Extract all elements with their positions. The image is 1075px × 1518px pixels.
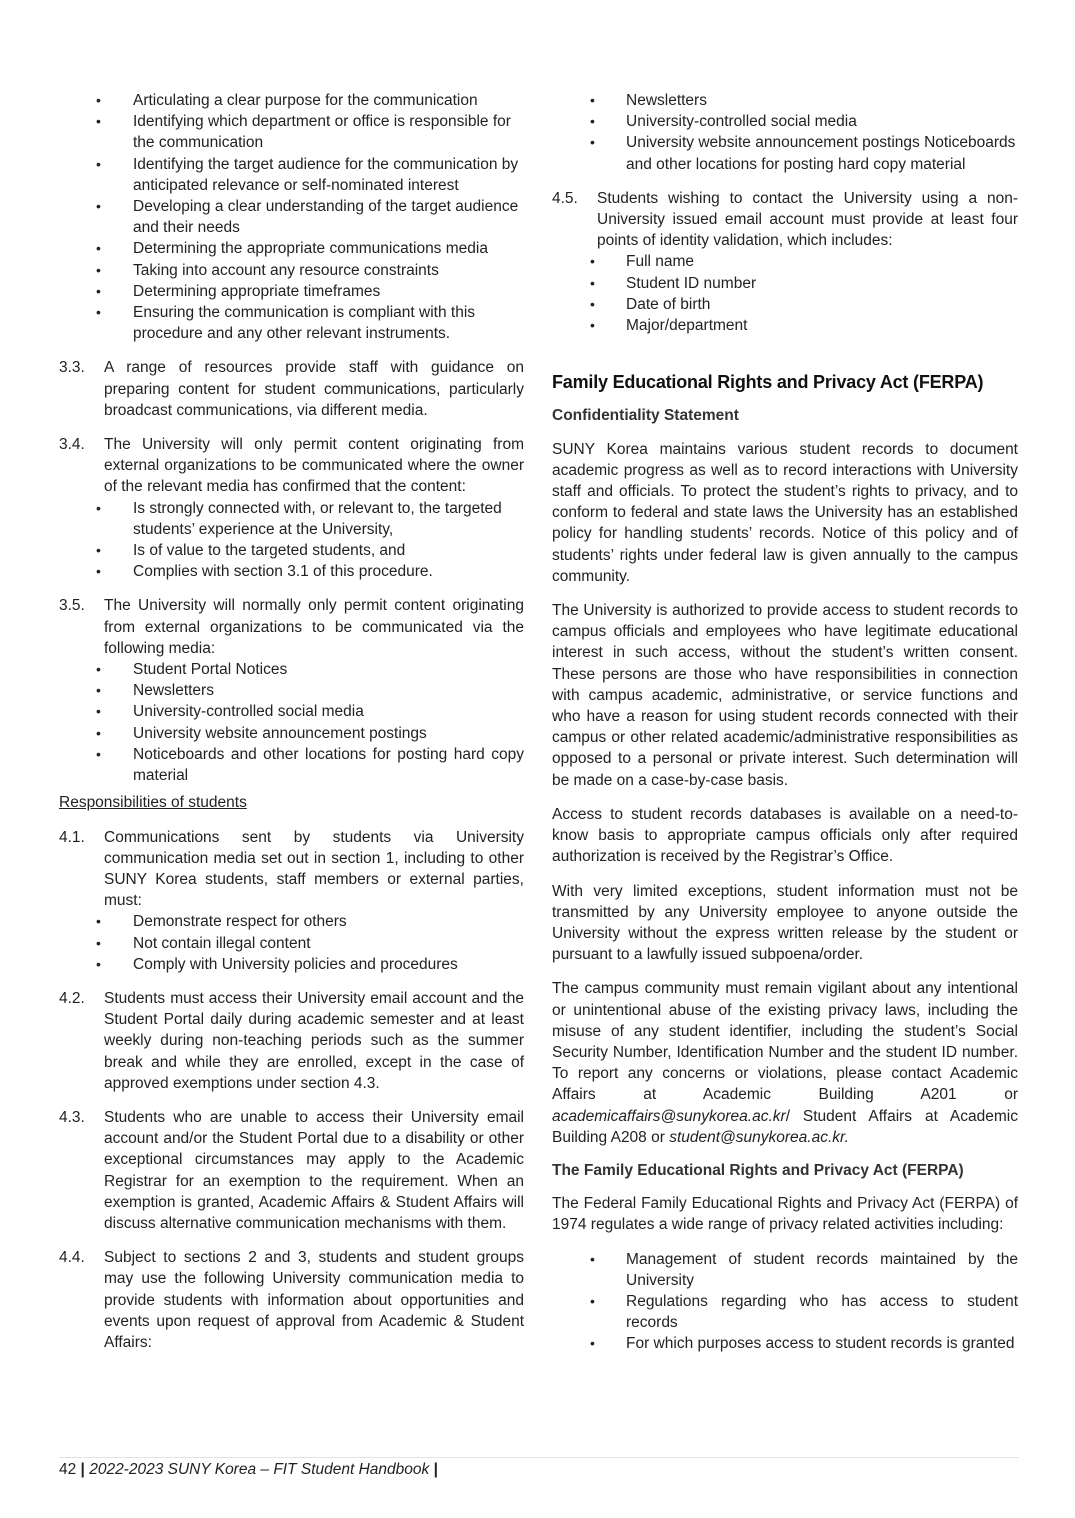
list-item: • Major/department <box>552 315 1018 336</box>
list-item: • Determining appropriate timeframes <box>59 281 524 302</box>
list-item: • Determining the appropriate communications media <box>59 238 524 259</box>
responsibilities-heading: Responsibilities of students <box>59 794 247 812</box>
paragraph: SUNY Korea maintains various student records to document academic progress as well as to record interactions with University staff and officials. To protect the student’s rights to privacy, and to conform to federal and state laws the University has an established policy for handling students’ records. Notice of this policy and of students’ rights under federal law is given annually to the campus community. <box>552 440 1018 585</box>
section-3-4 <box>59 434 524 498</box>
right-column <box>552 90 1018 1355</box>
list-item: • Date of birth <box>552 294 1018 315</box>
list-item: • Student ID number <box>552 273 1018 294</box>
section-number: 3.4. <box>59 436 85 454</box>
paragraph: Access to student records databases is available on a need-to-know basis to appropriate campus officials only after required authorization is received by the Registrar’s Office. <box>552 805 1018 866</box>
list-item: • Identifying the target audience for the communication by anticipated relevance or self-nominated interest <box>59 154 524 196</box>
list-item: • University-controlled social media <box>552 111 1018 132</box>
section-text: The University will normally only permit content originating from external organizations to be communicated via the following media: <box>104 597 524 657</box>
list-item: • Newsletters <box>552 90 1018 111</box>
section-3-5-bullets <box>59 659 524 786</box>
section-number: 4.3. <box>59 1108 85 1126</box>
footer-divider <box>59 1457 1019 1458</box>
section-text: A range of resources provide staff with guidance on preparing content for student communications, particularly broadcast communications, via different media. <box>104 359 524 419</box>
section-number: 4.5. <box>552 189 578 207</box>
section-text: Students who are unable to access their University email account and/or the Student Portal due to a disability or other exceptional circumstances may apply to the Academic Registrar for an exemption to the requirement. When an exemption is granted, Academic Affairs & Student Affairs will discuss alternative communication mechanisms with them. <box>104 1108 524 1232</box>
paragraph: The Federal Family Educational Rights and Privacy Act (FERPA) of 1974 regulates a wide range of privacy related activities including: <box>552 1195 1018 1234</box>
list-item: • Student Portal Notices <box>59 659 524 680</box>
section-3-5 <box>59 595 524 659</box>
continued-bullet-list <box>552 90 1018 175</box>
intro-bullet-list <box>59 90 524 344</box>
ferpa-section-heading: Family Educational Rights and Privacy Act (FERPA) <box>552 372 984 393</box>
list-item: • Regulations regarding who has access to student records <box>552 1291 1018 1333</box>
section-number: 4.1. <box>59 828 85 846</box>
list-item: • Newsletters <box>59 680 524 701</box>
paragraph-text: / Student Affairs at Academic Building A208 or <box>552 1107 1018 1146</box>
footer-separator: | <box>76 1461 90 1478</box>
list-item: • For which purposes access to student records is granted <box>552 1333 1018 1354</box>
ferpa-subheading: The Family Educational Rights and Privacy Act (FERPA) <box>552 1161 964 1179</box>
section-text: The University will only permit content originating from external organizations to be communicated where the owner of the relevant media has confirmed that the content: <box>104 436 524 496</box>
list-item: • Taking into account any resource constraints <box>59 260 524 281</box>
list-item: • University website announcement postings Noticeboards and other locations for posting hard copy material <box>552 132 1018 174</box>
list-item: • Ensuring the communication is compliant with this procedure and any other relevant instruments. <box>59 302 524 344</box>
list-item: • Demonstrate respect for others <box>59 911 524 932</box>
section-number: 3.3. <box>59 359 85 377</box>
list-item: • Management of student records maintained by the University <box>552 1249 1018 1291</box>
list-item: • Identifying which department or office is responsible for the communication <box>59 111 524 153</box>
list-item: • Not contain illegal content <box>59 933 524 954</box>
list-item: • Is of value to the targeted students, and <box>59 540 524 561</box>
paragraph: The University is authorized to provide access to student records to campus officials and employees who have legitimate educational interest in such access, without the student’s written consent. These persons are those who have responsibilities in connection with campus academic, administrative, or service functions and who have a reason for using student records connected with their campus or other related academic/administrative responsibilities as opposed to a personal or private interest. Such determination will be made on a case-by-case basis. <box>552 602 1018 789</box>
academic-affairs-email[interactable]: academicaffairs@sunykorea.ac.kr <box>552 1107 786 1125</box>
student-affairs-email[interactable]: student@sunykorea.ac.kr <box>669 1128 845 1146</box>
handbook-title: 2022-2023 SUNY Korea – FIT Student Handbook <box>89 1461 430 1478</box>
paragraph-contact <box>552 978 1018 1148</box>
ferpa-activities-bullets <box>552 1249 1018 1355</box>
section-text: Subject to sections 2 and 3, students and student groups may use the following University communication media to provide students with information about opportunities and events upon request of approval from Academic & Student Affairs: <box>104 1249 524 1351</box>
section-4-1-bullets <box>59 911 524 975</box>
section-text: Students must access their University email account and the Student Portal daily during academic semester and at least weekly during non-teaching periods such as the summer break and while they are enrolled, except in the case of approved exemptions under section 4.3. <box>104 989 524 1092</box>
section-4-5-bullets <box>552 251 1018 336</box>
confidentiality-heading: Confidentiality Statement <box>552 407 739 425</box>
list-item: • Is strongly connected with, or relevant to, the targeted students’ experience at the University, <box>59 498 524 540</box>
section-4-2 <box>59 988 524 1094</box>
section-3-3 <box>59 357 524 421</box>
list-item: • Developing a clear understanding of the target audience and their needs <box>59 196 524 238</box>
list-item: • Complies with section 3.1 of this procedure. <box>59 561 524 582</box>
section-number: 3.5. <box>59 597 85 615</box>
list-item: • Articulating a clear purpose for the communication <box>59 90 524 111</box>
page-number: 42 <box>59 1461 77 1478</box>
section-3-4-bullets <box>59 498 524 583</box>
section-number: 4.2. <box>59 989 85 1007</box>
list-item: • University website announcement postings <box>59 723 524 744</box>
section-4-4 <box>59 1247 524 1353</box>
list-item: • Full name <box>552 251 1018 272</box>
page-footer <box>59 1461 438 1479</box>
section-4-1 <box>59 827 524 912</box>
section-text: Communications sent by students via University communication media set out in section 1, including to other SUNY Korea students, staff members or external parties, must: <box>104 828 524 910</box>
footer-separator: | <box>429 1461 438 1478</box>
section-4-5 <box>552 188 1018 252</box>
left-column <box>59 90 524 1353</box>
list-item: • Noticeboards and other locations for posting hard copy material <box>59 744 524 786</box>
section-text: Students wishing to contact the University using a non-University issued email account must provide at least four points of identity validation, which includes: <box>597 189 1018 250</box>
section-4-3 <box>59 1107 524 1234</box>
list-item: • University-controlled social media <box>59 701 524 722</box>
paragraph: With very limited exceptions, student information must not be transmitted by any University employee to anyone outside the University without the express written release by the student or pursuant to a lawfully issued subpoena/order. <box>552 882 1018 964</box>
paragraph-text: . <box>844 1128 849 1146</box>
section-number: 4.4. <box>59 1249 85 1267</box>
list-item: • Comply with University policies and procedures <box>59 954 524 975</box>
paragraph-text: The campus community must remain vigilant about any intentional or unintentional abuse of the existing privacy laws, including the misuse of any student identifier, including the student’s Social Security Number, Identification Number and the student ID number. To report any concerns or violations, please contact Academic Affairs at Academic Building A201 or <box>552 980 1018 1104</box>
